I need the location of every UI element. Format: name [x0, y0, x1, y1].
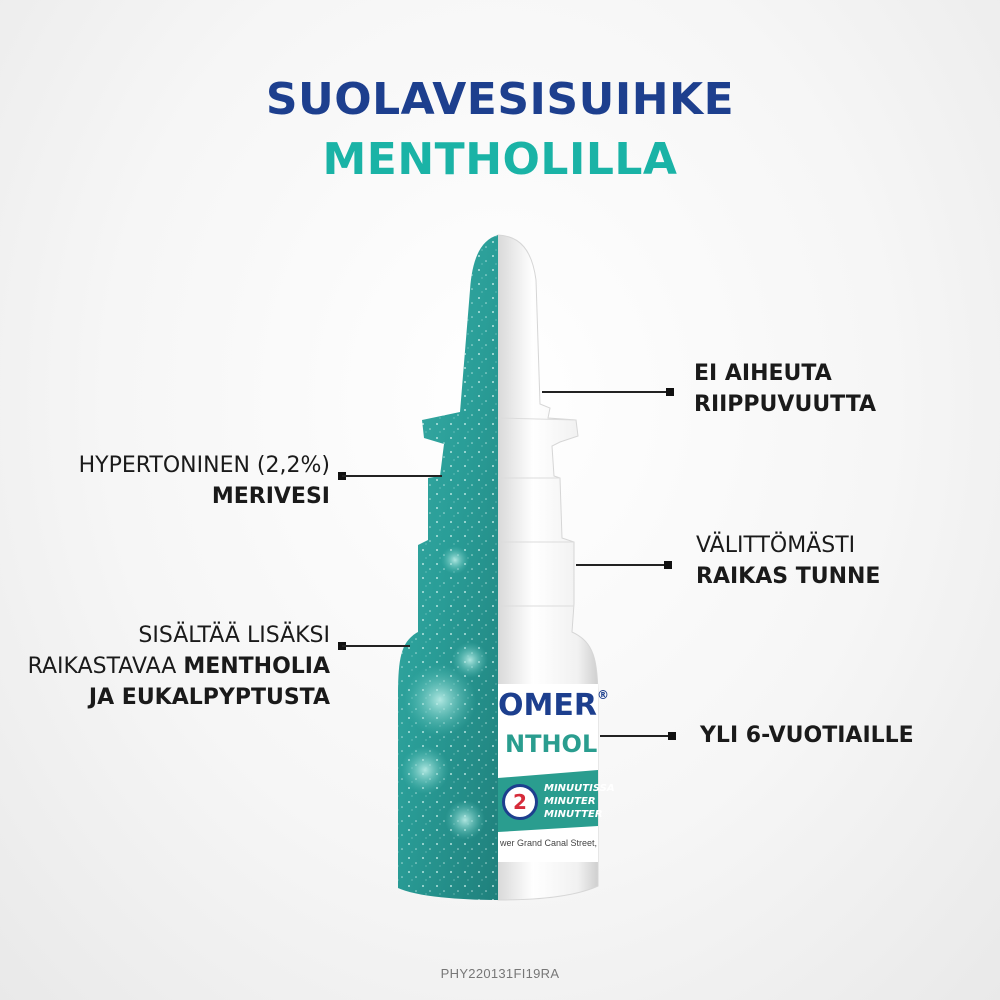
title-line-2: MENTHOLILLA — [322, 134, 678, 185]
bottle-address: wer Grand Canal Street, — [500, 838, 598, 848]
callout-age-line — [600, 735, 672, 737]
callout-hypertonic-bold: MERIVESI — [211, 484, 330, 509]
callout-menthol-light2: RAIKASTAVAA — [27, 654, 184, 679]
callout-fresh-line — [576, 564, 668, 566]
callout-dependency-bold2: RIIPPUVUUTTA — [694, 392, 877, 417]
footer-code: PHY220131FI19RA — [440, 966, 560, 981]
callout-age — [700, 720, 980, 751]
title-line-1: SUOLAVESISUIHKE — [265, 74, 735, 125]
badge-line-1: MINUUTISSA — [544, 783, 615, 794]
callout-age-dot — [668, 732, 676, 740]
callout-fresh-bold: RAIKAS TUNNE — [696, 564, 881, 589]
callout-age-bold: YLI 6-VUOTIAILLE — [700, 723, 914, 748]
bottle-brand-label — [498, 688, 609, 723]
callout-fresh-light: VÄLITTÖMÄSTI — [696, 533, 856, 558]
callout-menthol-light: SISÄLTÄÄ LISÄKSI — [138, 623, 330, 648]
callout-dependency-dot — [666, 388, 674, 396]
brand-name: OMER — [498, 688, 597, 723]
badge-number: 2 — [513, 790, 527, 814]
callout-fresh — [696, 530, 976, 592]
badge-circle — [502, 784, 538, 820]
callout-fresh-dot — [664, 561, 672, 569]
callout-menthol-bold3: JA EUKALPYPTUSTA — [88, 685, 330, 710]
bottle-variant-label: NTHOL — [505, 730, 598, 758]
registered-mark: ® — [596, 688, 609, 702]
callout-dependency-line — [542, 391, 670, 393]
badge-line-2: MINUTER — [544, 796, 596, 807]
badge-text — [544, 782, 615, 821]
callout-hypertonic-line — [342, 475, 442, 477]
callout-hypertonic-light: HYPERTONINEN (2,2%) — [78, 453, 330, 478]
callout-menthol — [0, 620, 330, 713]
callout-menthol-bold2: MENTHOLIA — [183, 654, 330, 679]
callout-dependency-bold1: EI AIHEUTA — [694, 361, 832, 386]
badge-line-3: MINUTTER — [544, 809, 603, 820]
callout-dependency — [694, 358, 974, 420]
callout-hypertonic — [10, 450, 330, 512]
callout-menthol-line — [342, 645, 410, 647]
